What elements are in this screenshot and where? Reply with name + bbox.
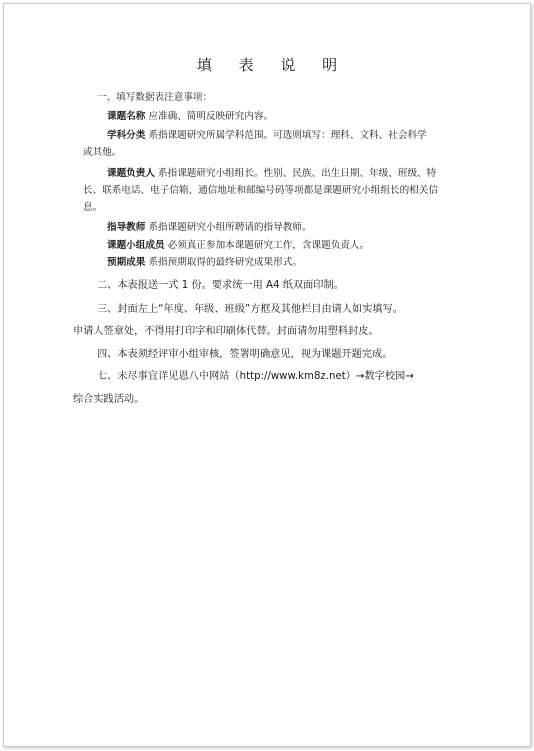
section-7-line2: 综合实践活动。: [73, 394, 145, 405]
desc-topic-name: 应准确、简明反映研究内容。: [148, 111, 274, 122]
document-page: [3, 3, 531, 747]
item-subject-category: [107, 130, 427, 142]
desc-topic-leader-line2: 长、联系电话、电子信箱、通信地址和邮编号码等项都是课题研究小组组长的相关信: [83, 185, 438, 196]
item-topic-name: [107, 111, 273, 123]
desc-subject-category-line2: 或其他。: [83, 147, 122, 158]
desc-topic-leader-line3: 息。: [83, 202, 103, 213]
section-3-line2: 申请人签章处，不得用打印字和印刷体代替。封面请勿用塑料封皮。: [73, 326, 379, 337]
desc-advisor: 系指课题研究小组所聘请的指导教师。: [148, 222, 312, 233]
desc-group-members: 必须真正参加本课题研究工作，含课题负责人。: [167, 240, 370, 251]
page-title: 填 表 说 明: [196, 56, 349, 74]
item-group-members: [107, 240, 369, 252]
section-4: 四、本表须经评审小组审核，签署明确意见，视为课题开题完成。: [97, 349, 393, 360]
term-expected-results: 预期成果: [107, 257, 146, 268]
item-topic-leader: [107, 168, 436, 180]
term-advisor: 指导教师: [107, 222, 146, 233]
item-expected-results: [107, 257, 302, 269]
section-2: 二、本表报送一式 1 份。要求统一用 A4 纸双面印制。: [97, 280, 344, 291]
term-subject-category: 学科分类: [107, 130, 146, 141]
desc-topic-leader-line1: 系指课题研究小组组长。性别、民族、出生日期、年级、班级、特: [158, 168, 437, 179]
desc-expected-results: 系指预期取得的最终研究成果形式。: [148, 257, 302, 268]
section-1-heading: 一、填写数据表注意事项：: [97, 92, 213, 103]
desc-subject-category-line1: 系指课题研究所属学科范围。可选则填写：理科、文科、社会科学: [148, 130, 427, 141]
item-advisor: [107, 222, 312, 234]
term-topic-name: 课题名称: [107, 111, 146, 122]
term-topic-leader: 课题负责人: [107, 168, 155, 179]
term-group-members: 课题小组成员: [107, 240, 165, 251]
section-3-line1: 三、封面左上“年度、年级、班级”方框及其他栏目由请人如实填写。: [97, 304, 403, 315]
section-7-line1: 七、未尽事宜详见恩八中网站（http://www.km8z.net）→数字校园→: [97, 371, 414, 382]
